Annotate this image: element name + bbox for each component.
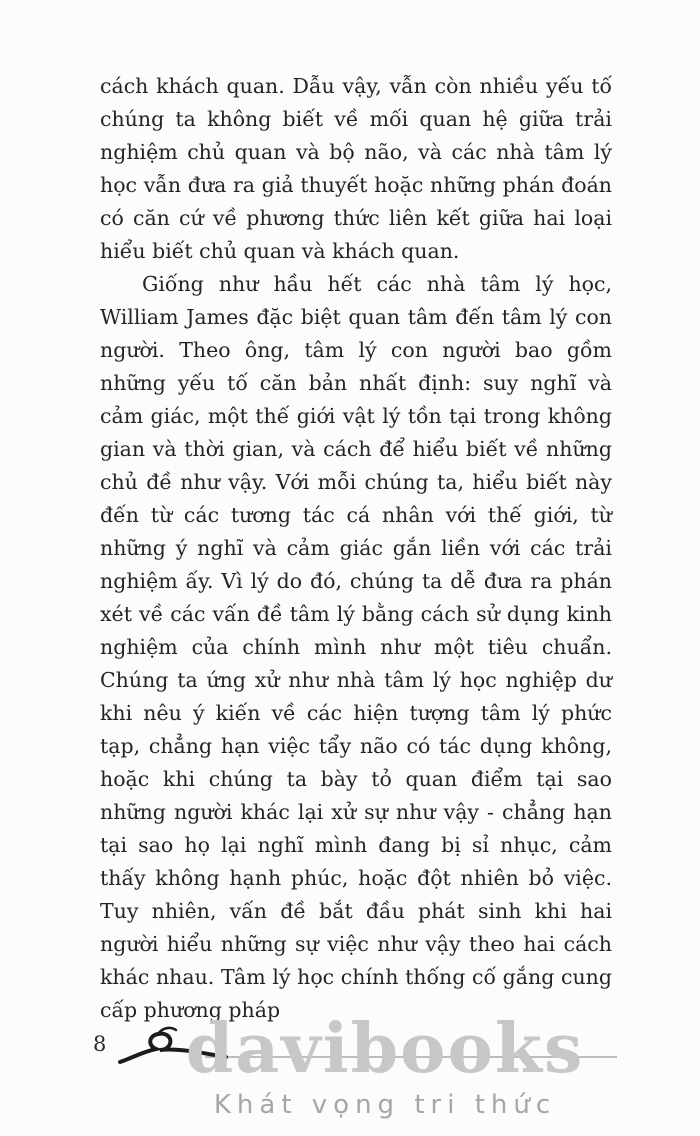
paragraph: cách khách quan. Dẫu vậy, vẫn còn nhiều yếu tố chúng ta không biết về mối quan hệ giữa trải nghiệm chủ quan và bộ não, và các nhà tâm lý học vẫn đưa ra giả thuyết hoặc những phán đoán có căn cứ về phương thức liên kết giữa hai loại hiểu biết chủ quan và khách quan. <box>100 74 612 263</box>
watermark <box>140 1010 630 1120</box>
paragraph: Giống như hầu hết các nhà tâm lý học, William James đặc biệt quan tâm đến tâm lý con người. Theo ông, tâm lý con người bao gồm những yếu tố căn bản nhất định: suy nghĩ và cảm giác, một thế giới vật lý tồn tại trong không gian và thời gian, và cách để hiểu biết về những chủ đề như vậy. Với mỗi chúng ta, hiểu biết này đến từ các tương tác cá nhân với thế giới, từ những ý nghĩ và cảm giác gắn liền với các trải nghiệm ấy. Vì lý do đó, chúng ta dễ đưa ra phán xét về các vấn đề tâm lý bằng cách sử dụng kinh nghiệm của chính mình như một tiêu chuẩn. Chúng ta ứng xử như nhà tâm lý học nghiệp dư khi nêu ý kiến về các hiện tượng tâm lý phức tạp, chẳng hạn việc tẩy não có tác dụng không, hoặc khi chúng ta bày tỏ quan điểm tại sao những người khác lại xử sự như vậy - chẳng hạn tại sao họ lại nghĩ mình đang bị sỉ nhục, cảm thấy không hạnh phúc, hoặc đột nhiên bỏ việc. Tuy nhiên, vấn đề bắt đầu phát sinh khi hai người hiểu những sự việc như vậy theo hai cách khác nhau. Tâm lý học chính thống cố gắng cung cấp phương pháp <box>100 272 612 1022</box>
page-number: 8 <box>93 1032 107 1056</box>
page-text <box>100 70 612 1027</box>
watermark-tagline: Khát vọng tri thức <box>213 1090 557 1120</box>
watermark-brand: davibooks <box>185 1009 585 1089</box>
page-footer <box>0 1010 700 1136</box>
